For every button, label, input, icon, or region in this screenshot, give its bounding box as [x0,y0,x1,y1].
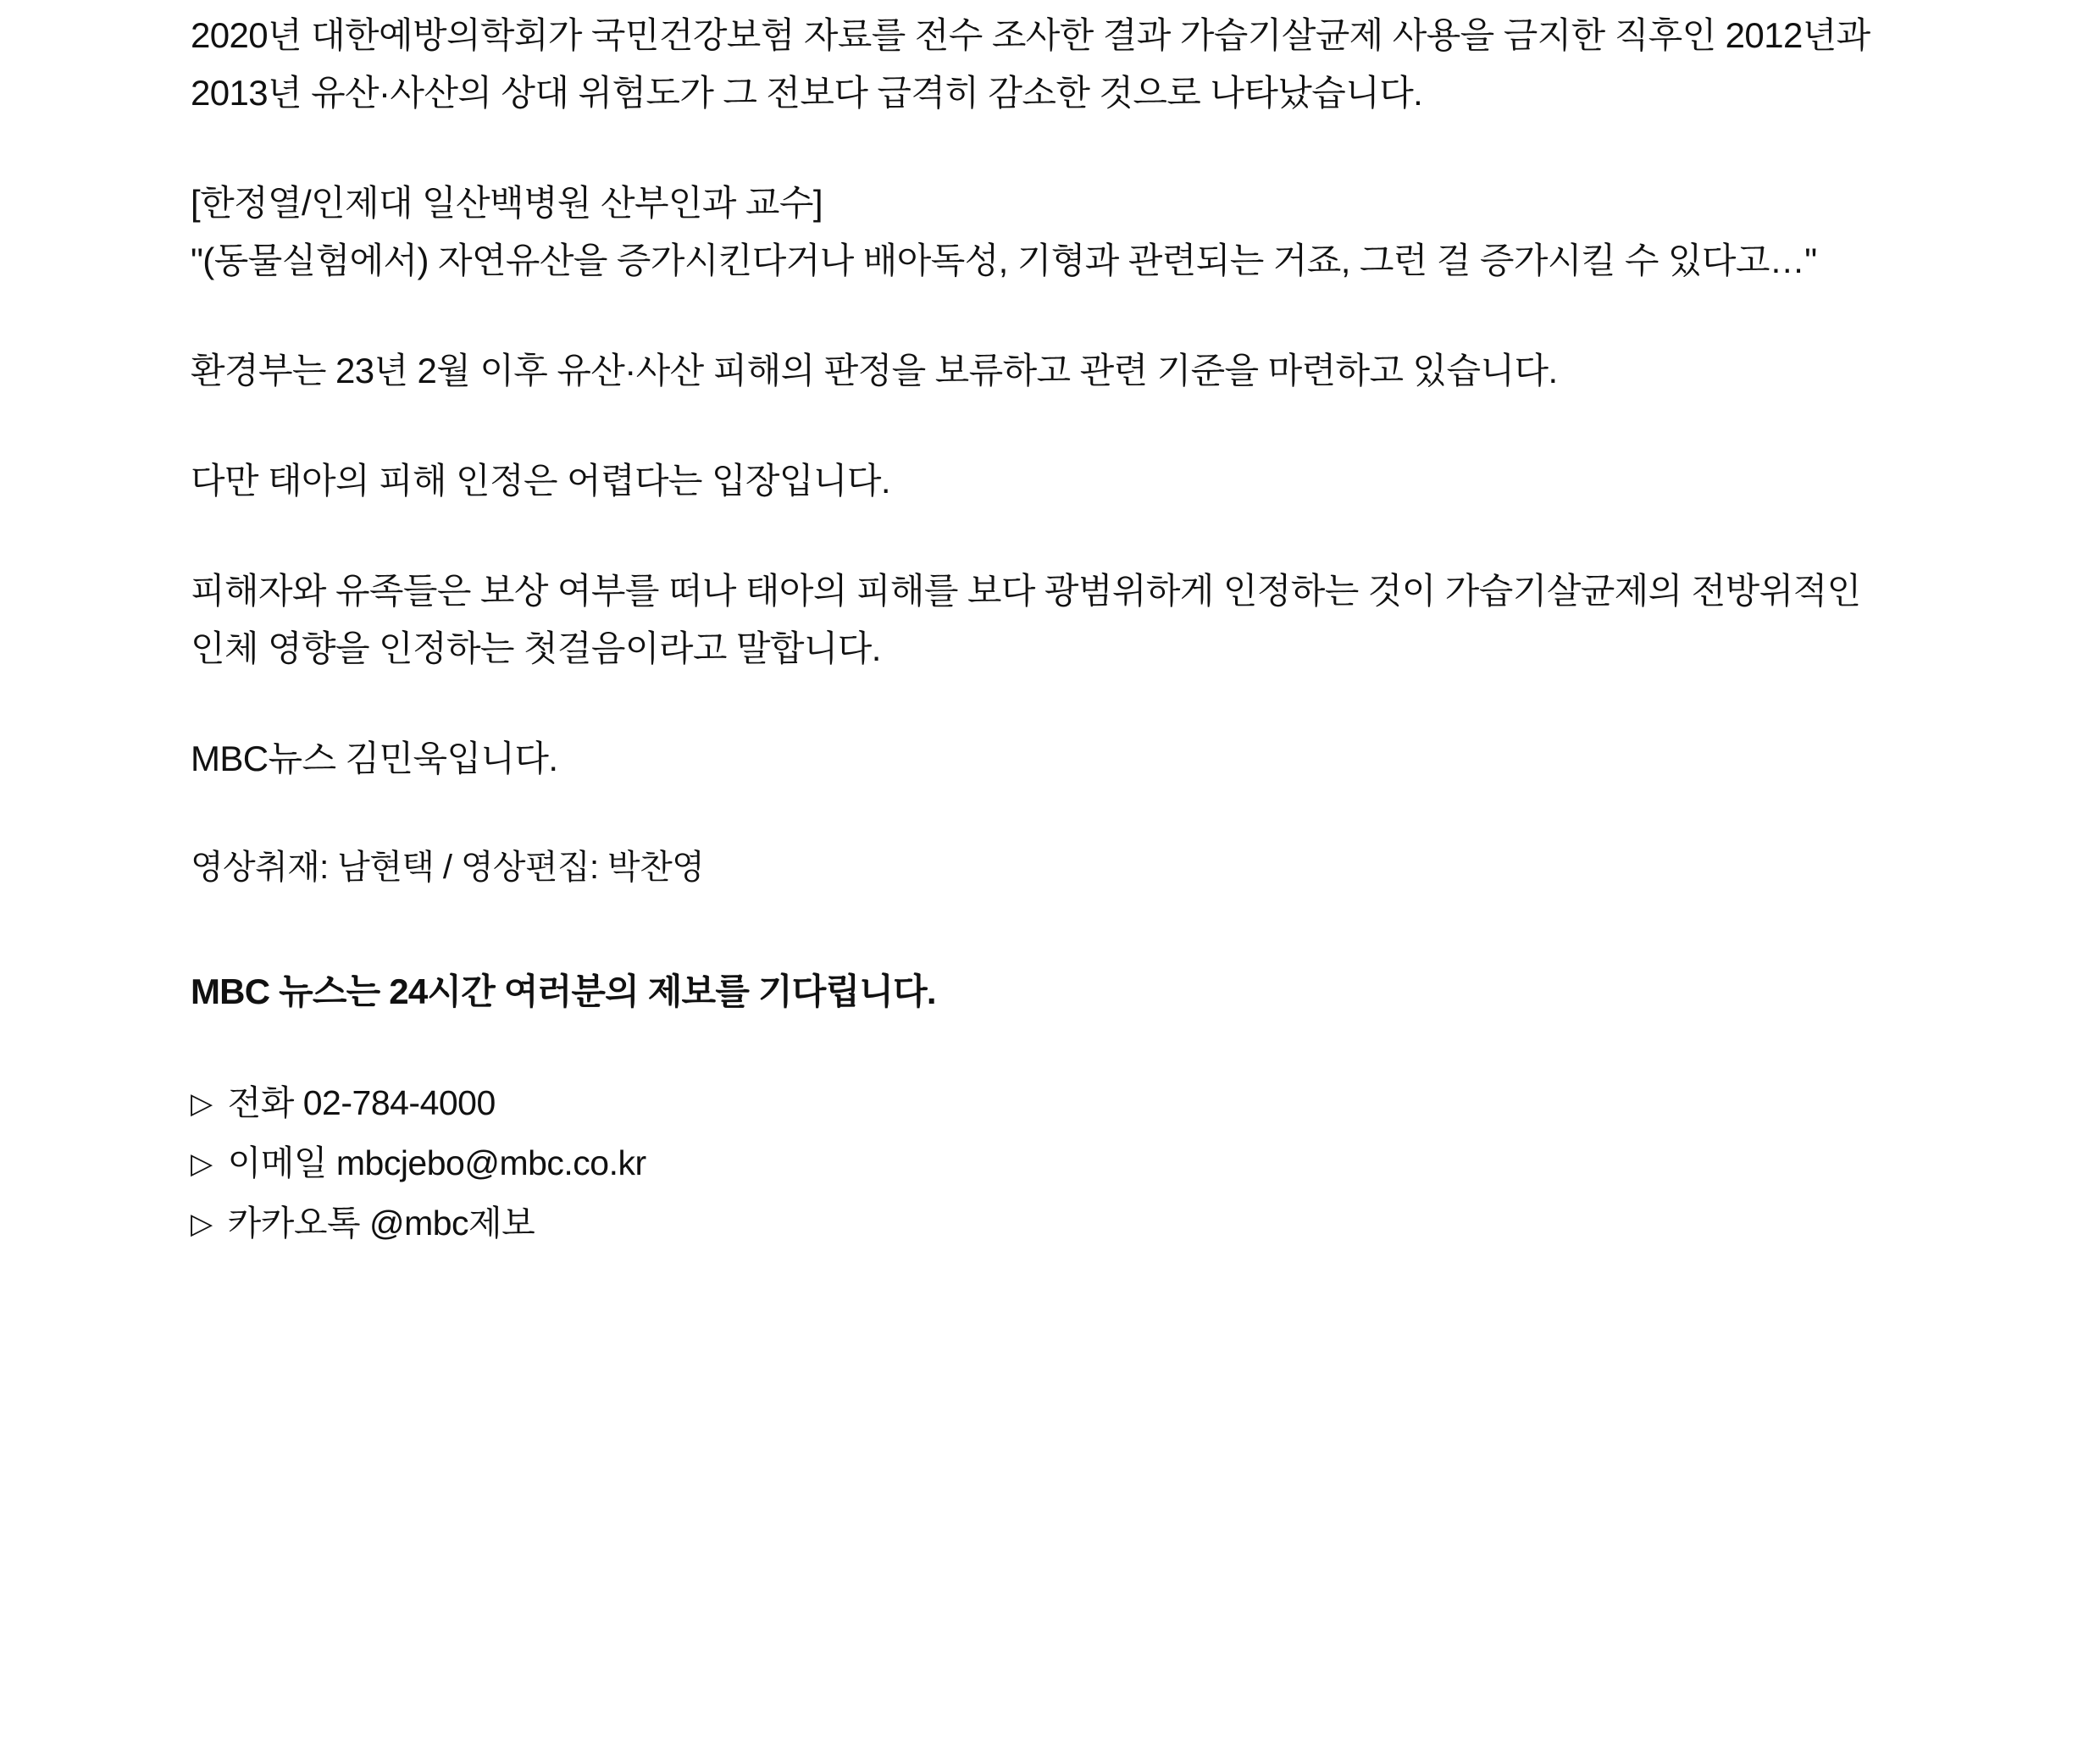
triangle-right-icon: ▷ [191,1088,213,1121]
contact-email[interactable]: 이메일 mbcjebo@mbc.co.kr [227,1143,646,1183]
interview-quote [191,174,1909,290]
article-paragraph: 다만 태아의 피해 인정은 어렵다는 입장입니다. [191,461,890,501]
production-credits: 영상취재: 남현택 / 영상편집: 박찬영 [191,849,705,887]
contact-phone: 전화 02-784-4000 [227,1083,496,1123]
article-body [0,7,2100,1251]
article-paragraph: 피해자와 유족들은 보상 여부를 떠나 태아의 피해를 보다 광범위하게 인정하는 것이 가습기살균제의 전방위적인 인체 영향을 인정하는 첫걸음이라고 말합니다. [191,571,1861,669]
triangle-right-icon: ▷ [191,1207,213,1240]
list-item [191,1136,1909,1191]
quote-text: "(동물실험에서) 자연유산을 증가시킨다거나 배아독성, 기형과 관련되는 거죠, 그런 걸 증가시킬 수 있다고…" [191,241,1817,281]
triangle-right-icon: ▷ [191,1148,213,1181]
tip-contact-list [191,1076,1909,1250]
reporter-signoff: MBC뉴스 김민욱입니다. [191,739,558,779]
article-paragraph: 환경부는 23년 2월 이후 유산·사산 피해의 판정을 보류하고 관련 기준을 마련하고 있습니다. [191,351,1558,391]
list-item [191,1076,1909,1131]
article-paragraph: 2020년 대한예방의학회가 국민건강보험 자료를 전수 조사한 결과 가습기살균제 사용을 금지한 직후인 2012년과 2013년 유산·사산의 상대 위험도가 그 전보다 급격히 감소한 것으로 나타났습니다. [191,15,1870,113]
quote-attribution: [한정열/인제대 일산백병원 산부인과 교수] [191,183,823,224]
list-item [191,1196,1909,1251]
tip-promo-title: MBC 뉴스는 24시간 여러분의 제보를 기다립니다. [191,971,936,1012]
contact-kakao[interactable]: 카카오톡 @mbc제보 [227,1203,535,1243]
